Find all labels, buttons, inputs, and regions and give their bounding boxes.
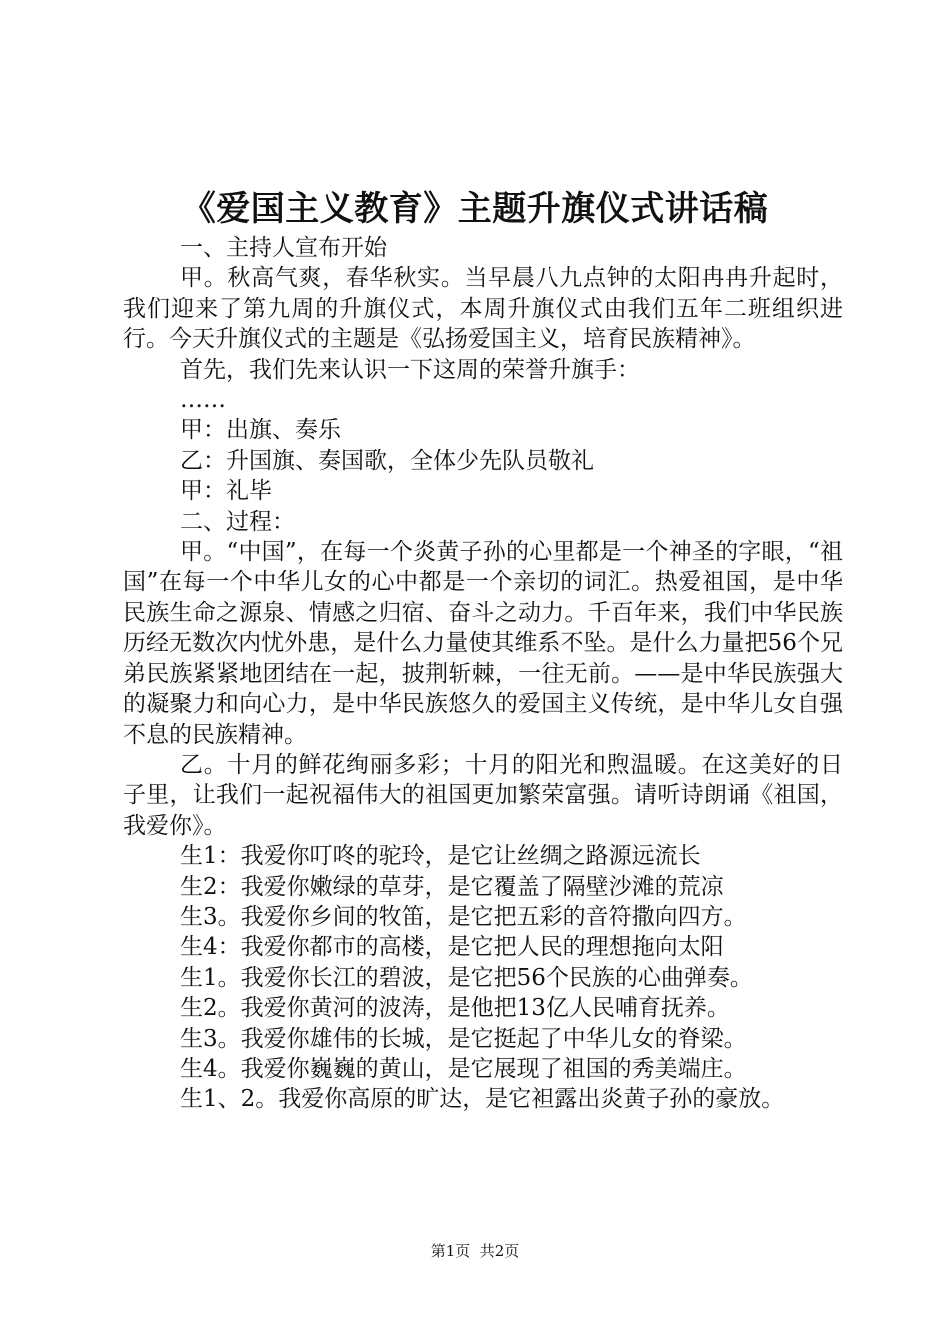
paragraph: 生1：我爱你叮咚的驼玲，是它让丝绸之路源远流长 [180, 843, 701, 870]
paragraph: 一、主持人宣布开始 [180, 235, 387, 261]
paragraph: 生3。我爱你雄伟的长城，是它挺起了中华儿女的脊梁。 [180, 1025, 747, 1052]
paragraph: 乙：升国旗、奏国歌，全体少先队员敬礼 [180, 447, 594, 474]
paragraph: 生3。我爱你乡间的牧笛，是它把五彩的音符撒向四方。 [180, 903, 747, 930]
document-body [123, 233, 843, 1115]
paragraph: 乙。十月的鲜花绚丽多彩；十月的阳光和煦温暖。在这美好的日子里，让我们一起祝福伟大的祖国更加繁荣富强。请听诗朗诵《祖国，我爱你》。 [123, 751, 843, 839]
paragraph: 生2。我爱你黄河的波涛，是他把13亿人民哺育抚养。 [180, 995, 730, 1022]
paragraph: 生4。我爱你巍巍的黄山，是它展现了祖国的秀美端庄。 [180, 1055, 747, 1082]
page-footer: 第1页 共2页 [430, 1242, 520, 1260]
paragraph: 首先，我们先来认识一下这周的荣誉升旗手： [180, 356, 640, 383]
paragraph: 生2：我爱你嫩绿的草芽，是它覆盖了隔壁沙滩的荒凉 [180, 873, 724, 900]
paragraph: 生1、2。我爱你高原的旷达，是它袒露出炎黄子孙的豪放。 [180, 1086, 785, 1113]
paragraph: 甲：礼毕 [180, 478, 272, 505]
paragraph: 甲：出旗、奏乐 [180, 417, 341, 444]
document-title: 《爱国主义教育》主题升旗仪式讲话稿 [181, 189, 769, 229]
paragraph: 生4：我爱你都市的高楼，是它把人民的理想拖向太阳 [180, 934, 724, 961]
paragraph: 生1。我爱你长江的碧波，是它把56个民族的心曲弹奏。 [180, 964, 753, 991]
paragraph: 甲。“中国”，在每一个炎黄子孙的心里都是一个神圣的字眼，“祖国”在每一个中华儿女的心中都是一个亲切的词汇。热爱祖国，是中华民族生命之源泉、情感之归宿、奋斗之动力。千百年来，我们中华民族历经无数次内忧外患，是什么力量使其维系不坠。是什么力量把56个兄弟民族紧紧地团结在一起，披荆斩棘，一往无前。——是中华民族强大的凝聚力和向心力，是中华民族悠久的爱国主义传统，是中华儿女自强不息的民族精神。 [123, 539, 843, 748]
paragraph: 甲。秋高气爽，春华秋实。当早晨八九点钟的太阳冉冉升起时，我们迎来了第九周的升旗仪式，本周升旗仪式由我们五年二班组织进行。今天升旗仪式的主题是《弘扬爱国主义，培育民族精神》。 [123, 265, 843, 353]
paragraph: 二、过程： [180, 508, 295, 535]
paragraph: …… [180, 387, 226, 414]
